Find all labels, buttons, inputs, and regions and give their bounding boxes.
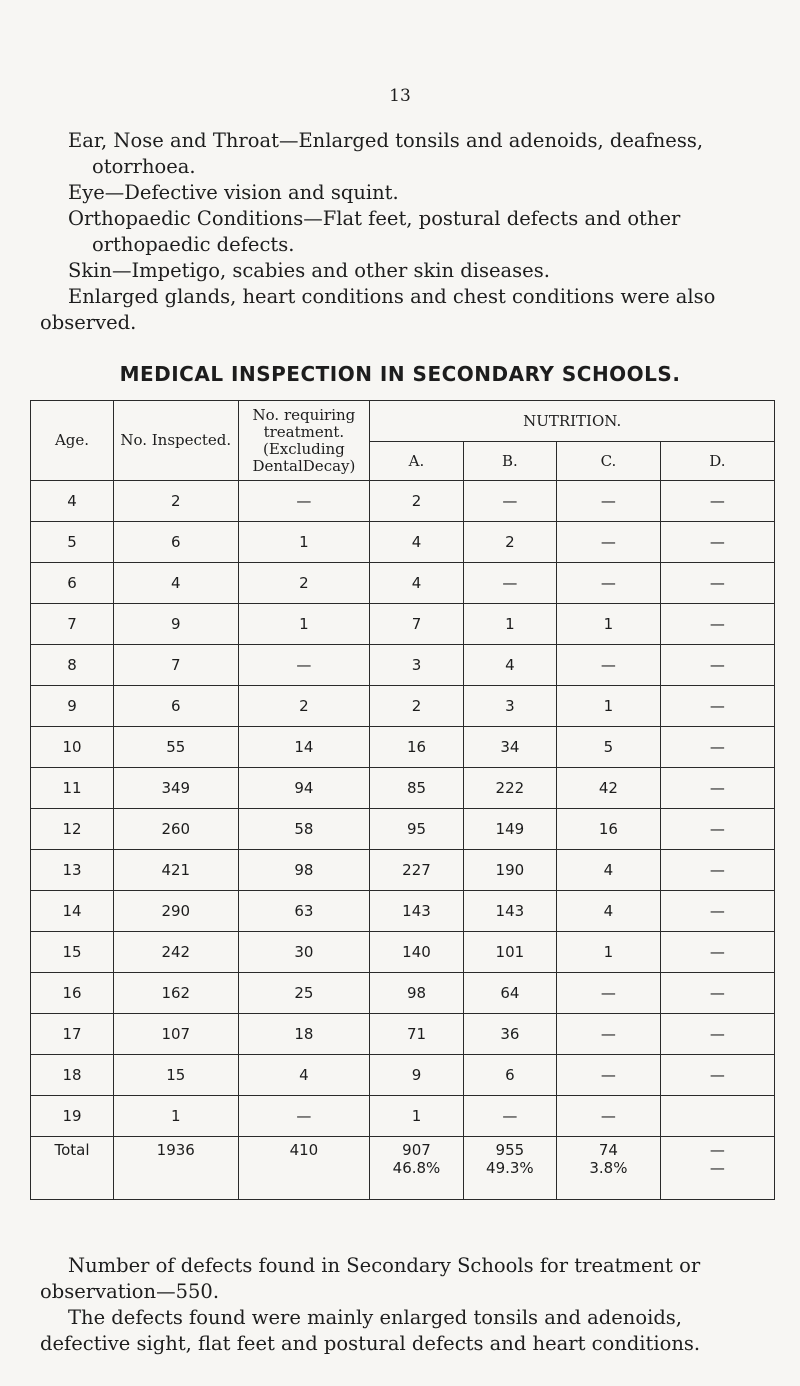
header-d: D. <box>660 442 774 481</box>
cell-b: 6 <box>463 1055 556 1096</box>
cell-treatment: 2 <box>238 563 370 604</box>
cell-b: — <box>463 563 556 604</box>
cell-c: 4 <box>557 891 661 932</box>
cell-inspected: 4 <box>114 563 239 604</box>
cell-a: 3 <box>370 645 463 686</box>
table-row <box>31 522 775 563</box>
skin-paragraph: Skin—Impetigo, scabies and other skin diseases. <box>68 259 550 282</box>
cell-inspected: 1 <box>114 1096 239 1137</box>
cell-inspected: 9 <box>114 604 239 645</box>
cell-treatment: — <box>238 481 370 522</box>
cell-treatment: 14 <box>238 727 370 768</box>
cell-treatment: 98 <box>238 850 370 891</box>
cell-inspected: 290 <box>114 891 239 932</box>
cell-age: 13 <box>31 850 114 891</box>
cell-d: — <box>660 973 774 1014</box>
cell-a: 2 <box>370 481 463 522</box>
table-row <box>31 973 775 1014</box>
cell-c: — <box>557 563 661 604</box>
page-number: 13 <box>389 86 411 106</box>
cell-a: 1 <box>370 1096 463 1137</box>
cell-treatment: 63 <box>238 891 370 932</box>
cell-b: — <box>463 481 556 522</box>
cell-treatment: — <box>238 645 370 686</box>
cell-d: — <box>660 481 774 522</box>
cell-age: 18 <box>31 1055 114 1096</box>
cell-a: 85 <box>370 768 463 809</box>
header-age: Age. <box>31 401 114 481</box>
cell-treatment: 30 <box>238 932 370 973</box>
cell-c: 1 <box>557 604 661 645</box>
total-a: 907 46.8% <box>370 1137 463 1200</box>
cell-d: — <box>660 645 774 686</box>
cell-d: — <box>660 727 774 768</box>
ortho-paragraph: Orthopaedic Conditions—Flat feet, postural defects and other orthopaedic defects. <box>68 207 681 256</box>
cell-treatment: — <box>238 1096 370 1137</box>
table-row <box>31 727 775 768</box>
other-paragraph: Enlarged glands, heart conditions and chest conditions were also observed. <box>40 285 716 334</box>
table-row <box>31 604 775 645</box>
cell-c: 1 <box>557 932 661 973</box>
cell-b: — <box>463 1096 556 1137</box>
cell-d: — <box>660 686 774 727</box>
table-row <box>31 891 775 932</box>
cell-inspected: 349 <box>114 768 239 809</box>
cell-a: 4 <box>370 563 463 604</box>
cell-c: 16 <box>557 809 661 850</box>
table-row <box>31 1055 775 1096</box>
ent-paragraph: Ear, Nose and Throat—Enlarged tonsils and adenoids, deafness, otorrhoea. <box>68 129 704 178</box>
cell-b: 222 <box>463 768 556 809</box>
cell-d: — <box>660 563 774 604</box>
cell-age: 6 <box>31 563 114 604</box>
outro-text <box>40 1253 770 1357</box>
cell-treatment: 4 <box>238 1055 370 1096</box>
cell-age: 5 <box>31 522 114 563</box>
total-d: — — <box>660 1137 774 1200</box>
cell-c: 1 <box>557 686 661 727</box>
medical-inspection-table <box>30 400 775 1200</box>
cell-d: — <box>660 891 774 932</box>
defects-count-paragraph: Number of defects found in Secondary Schools for treatment or observation—550. <box>40 1254 701 1303</box>
cell-d: — <box>660 768 774 809</box>
cell-age: 15 <box>31 932 114 973</box>
cell-treatment: 58 <box>238 809 370 850</box>
table-row <box>31 481 775 522</box>
cell-b: 34 <box>463 727 556 768</box>
eye-paragraph: Eye—Defective vision and squint. <box>68 181 399 204</box>
cell-b: 4 <box>463 645 556 686</box>
cell-a: 71 <box>370 1014 463 1055</box>
cell-d: — <box>660 604 774 645</box>
header-nutrition: NUTRITION. <box>370 401 775 442</box>
header-a: A. <box>370 442 463 481</box>
table-row <box>31 932 775 973</box>
cell-c: — <box>557 645 661 686</box>
cell-b: 143 <box>463 891 556 932</box>
total-c: 74 3.8% <box>557 1137 661 1200</box>
cell-b: 36 <box>463 1014 556 1055</box>
cell-inspected: 6 <box>114 686 239 727</box>
cell-age: 17 <box>31 1014 114 1055</box>
cell-c: — <box>557 973 661 1014</box>
cell-d: — <box>660 1055 774 1096</box>
cell-age: 11 <box>31 768 114 809</box>
cell-a: 143 <box>370 891 463 932</box>
table-row <box>31 809 775 850</box>
intro-text <box>40 128 770 336</box>
cell-a: 9 <box>370 1055 463 1096</box>
cell-d <box>660 1096 774 1137</box>
cell-d: — <box>660 809 774 850</box>
cell-age: 7 <box>31 604 114 645</box>
cell-b: 1 <box>463 604 556 645</box>
defects-found-paragraph: The defects found were mainly enlarged tonsils and adenoids, defective sight, flat feet and postural defects and heart conditions. <box>40 1306 701 1355</box>
cell-d: — <box>660 850 774 891</box>
header-treatment: No. requiring treatment. (Excluding DentalDecay) <box>238 401 370 481</box>
table-row <box>31 1014 775 1055</box>
cell-inspected: 242 <box>114 932 239 973</box>
cell-b: 64 <box>463 973 556 1014</box>
table-row <box>31 1096 775 1137</box>
cell-d: — <box>660 932 774 973</box>
cell-b: 101 <box>463 932 556 973</box>
cell-age: 12 <box>31 809 114 850</box>
cell-inspected: 2 <box>114 481 239 522</box>
total-inspected: 1936 <box>114 1137 239 1200</box>
cell-b: 190 <box>463 850 556 891</box>
cell-age: 8 <box>31 645 114 686</box>
table-row <box>31 850 775 891</box>
cell-treatment: 1 <box>238 522 370 563</box>
cell-b: 3 <box>463 686 556 727</box>
cell-c: — <box>557 1055 661 1096</box>
cell-treatment: 1 <box>238 604 370 645</box>
table-row <box>31 645 775 686</box>
table-row <box>31 563 775 604</box>
cell-a: 227 <box>370 850 463 891</box>
cell-c: 4 <box>557 850 661 891</box>
cell-c: — <box>557 481 661 522</box>
cell-age: 14 <box>31 891 114 932</box>
cell-a: 7 <box>370 604 463 645</box>
cell-d: — <box>660 522 774 563</box>
table-body <box>31 481 775 1137</box>
cell-a: 140 <box>370 932 463 973</box>
cell-treatment: 25 <box>238 973 370 1014</box>
cell-inspected: 421 <box>114 850 239 891</box>
section-title: MEDICAL INSPECTION IN SECONDARY SCHOOLS. <box>119 362 681 386</box>
cell-a: 98 <box>370 973 463 1014</box>
table-row <box>31 768 775 809</box>
cell-a: 95 <box>370 809 463 850</box>
cell-treatment: 94 <box>238 768 370 809</box>
cell-b: 2 <box>463 522 556 563</box>
cell-a: 4 <box>370 522 463 563</box>
total-b: 955 49.3% <box>463 1137 556 1200</box>
cell-inspected: 260 <box>114 809 239 850</box>
cell-age: 16 <box>31 973 114 1014</box>
cell-age: 9 <box>31 686 114 727</box>
cell-inspected: 15 <box>114 1055 239 1096</box>
header-c: C. <box>557 442 661 481</box>
cell-inspected: 107 <box>114 1014 239 1055</box>
cell-inspected: 7 <box>114 645 239 686</box>
header-inspected: No. Inspected. <box>114 401 239 481</box>
total-label: Total <box>31 1137 114 1200</box>
cell-c: — <box>557 522 661 563</box>
cell-c: 5 <box>557 727 661 768</box>
cell-a: 16 <box>370 727 463 768</box>
cell-inspected: 162 <box>114 973 239 1014</box>
cell-age: 4 <box>31 481 114 522</box>
cell-b: 149 <box>463 809 556 850</box>
table-row <box>31 686 775 727</box>
cell-a: 2 <box>370 686 463 727</box>
total-treatment: 410 <box>238 1137 370 1200</box>
cell-inspected: 6 <box>114 522 239 563</box>
total-row <box>31 1137 775 1200</box>
cell-c: — <box>557 1096 661 1137</box>
cell-treatment: 2 <box>238 686 370 727</box>
cell-age: 19 <box>31 1096 114 1137</box>
cell-age: 10 <box>31 727 114 768</box>
header-b: B. <box>463 442 556 481</box>
cell-c: — <box>557 1014 661 1055</box>
cell-d: — <box>660 1014 774 1055</box>
cell-inspected: 55 <box>114 727 239 768</box>
cell-c: 42 <box>557 768 661 809</box>
cell-treatment: 18 <box>238 1014 370 1055</box>
